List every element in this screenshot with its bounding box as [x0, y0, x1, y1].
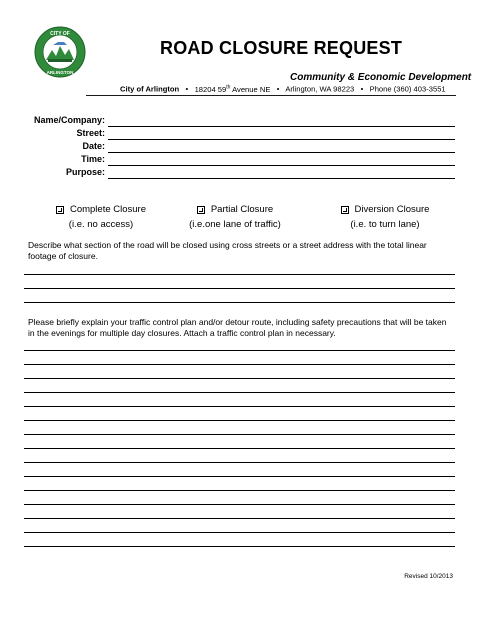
field-input-date[interactable] — [108, 152, 455, 153]
field-label-street: Street: — [76, 128, 105, 138]
explain-line[interactable] — [24, 364, 455, 365]
checkbox-icon[interactable] — [197, 206, 205, 214]
explain-line[interactable] — [24, 448, 455, 449]
describe-line[interactable] — [24, 288, 455, 289]
street-address: 18204 59th Avenue NE — [194, 84, 271, 94]
svg-text:ARLINGTON: ARLINGTON — [46, 70, 74, 75]
checkbox-icon[interactable] — [341, 206, 349, 214]
option-diversion-closure[interactable]: Diversion Closure (i.e. to turn lane) — [330, 204, 440, 230]
explain-instructions: Please briefly explain your traffic control plan and/or detour route, including safety precautions that will be taken in the evenings for multiple day closures. Attach a traffic control plan in necessary. — [28, 317, 447, 338]
field-label-date: Date: — [82, 141, 105, 151]
explain-line[interactable] — [24, 504, 455, 505]
explain-line[interactable] — [24, 490, 455, 491]
explain-line[interactable] — [24, 420, 455, 421]
phone-number: Phone (360) 403-3551 — [369, 84, 446, 94]
describe-line[interactable] — [24, 302, 455, 303]
describe-instructions: Describe what section of the road will be closed using cross streets or a street address with the total linear footage of closure. — [28, 240, 427, 261]
explain-line[interactable] — [24, 518, 455, 519]
svg-text:CITY OF: CITY OF — [50, 31, 70, 37]
option-partial-closure[interactable]: Partial Closure (i.e.one lane of traffic) — [189, 204, 281, 230]
city-name: City of Arlington — [120, 84, 180, 94]
city-logo — [34, 26, 86, 78]
field-label-purpose: Purpose: — [65, 167, 105, 177]
explain-line[interactable] — [24, 434, 455, 435]
header-divider — [86, 95, 456, 96]
city-state: Arlington, WA 98223 — [285, 84, 355, 94]
explain-line[interactable] — [24, 350, 455, 351]
bullet: • — [185, 84, 189, 94]
explain-line[interactable] — [24, 462, 455, 463]
explain-line[interactable] — [24, 392, 455, 393]
field-label-time: Time: — [81, 154, 105, 164]
revision-date: Revised 10/2013 — [404, 573, 453, 580]
field-label-name: Name/Company: — [33, 115, 105, 125]
explain-line[interactable] — [24, 532, 455, 533]
option-complete-closure[interactable]: Complete Closure (i.e. no access) — [46, 204, 156, 230]
field-input-time[interactable] — [108, 165, 455, 166]
page-title: ROAD CLOSURE REQUEST — [160, 38, 403, 58]
contact-line: City of Arlington • 18204 59th Avenue NE • Arlington, WA 98223 • Phone (360) 403-3551 — [120, 84, 446, 94]
explain-line[interactable] — [24, 476, 455, 477]
explain-line[interactable] — [24, 546, 455, 547]
describe-line[interactable] — [24, 274, 455, 275]
field-input-purpose[interactable] — [108, 178, 455, 179]
checkbox-icon[interactable] — [56, 206, 64, 214]
field-input-street[interactable] — [108, 139, 455, 140]
explain-line[interactable] — [24, 378, 455, 379]
department-name: Community & Economic Development — [290, 72, 472, 83]
field-input-name[interactable] — [108, 126, 455, 127]
explain-line[interactable] — [24, 406, 455, 407]
